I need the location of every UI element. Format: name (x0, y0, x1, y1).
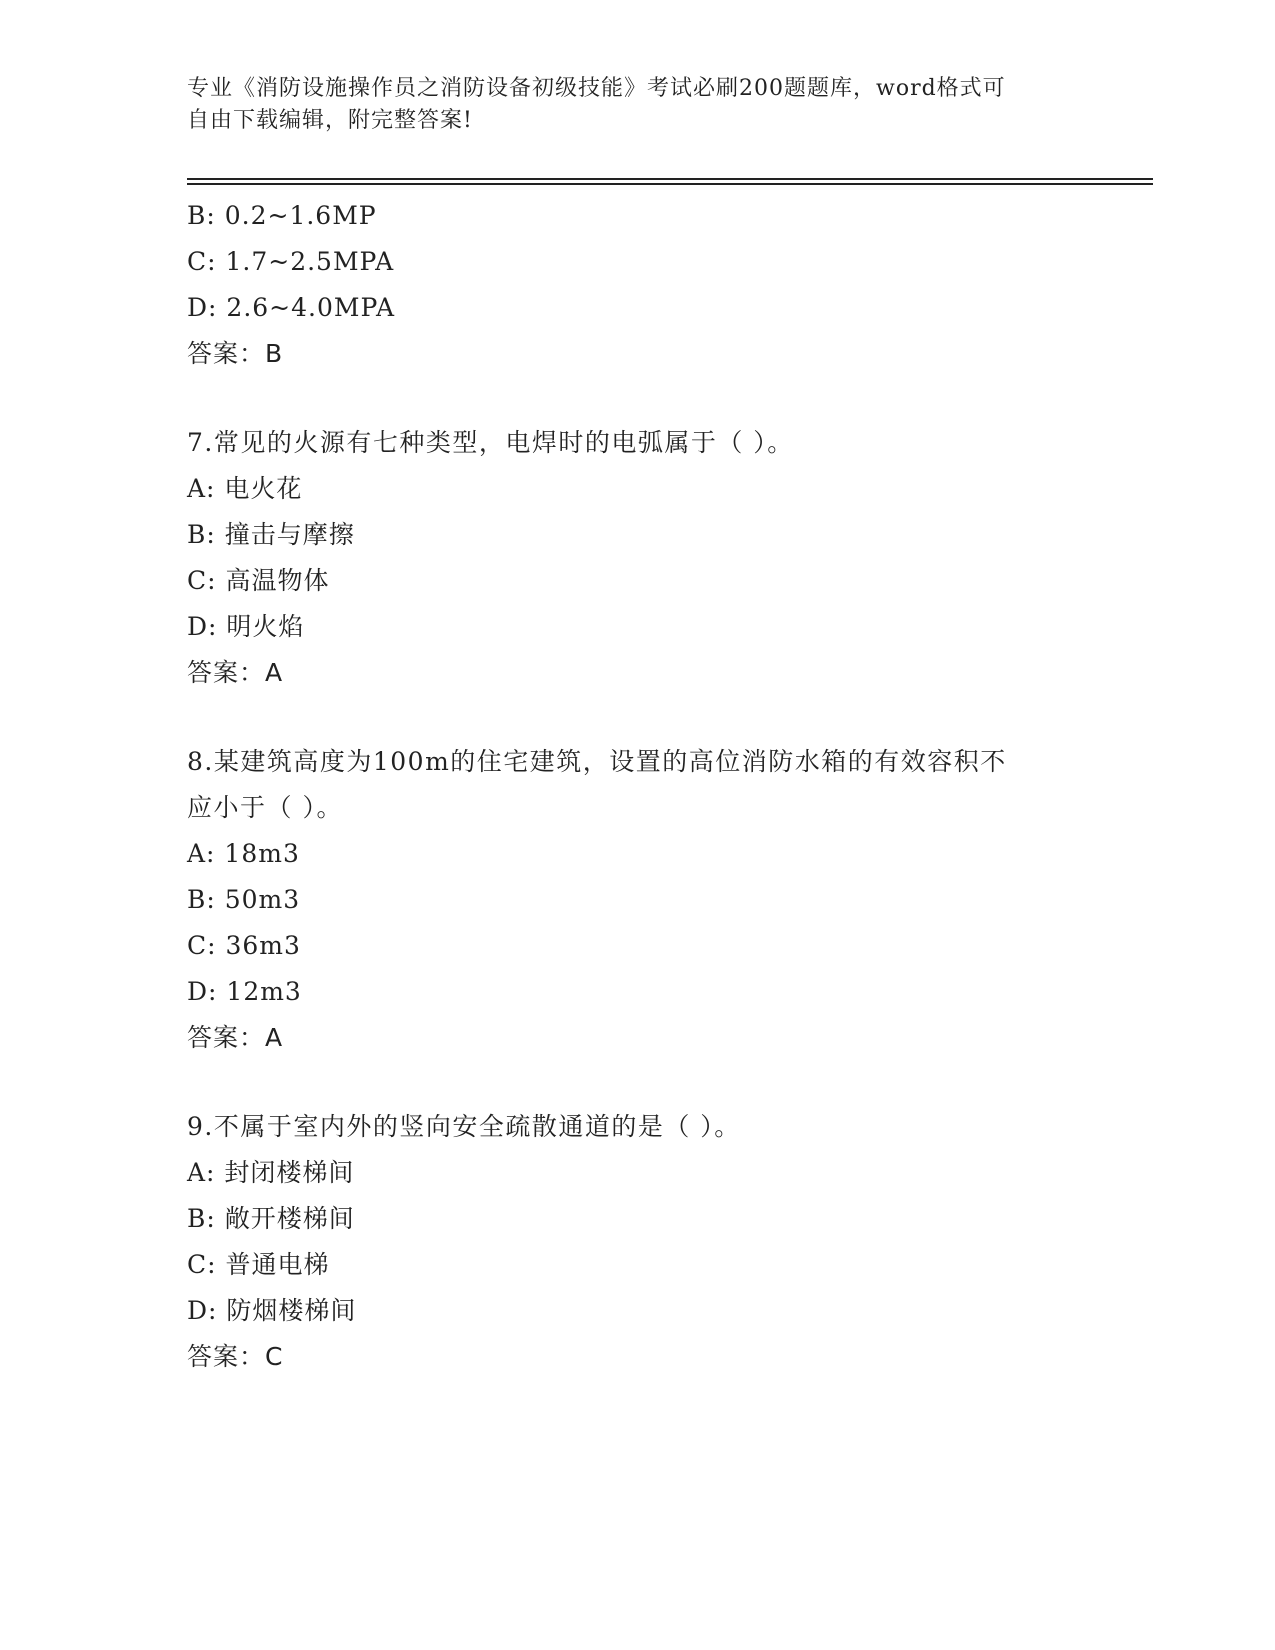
option-a: A: 电火花 (187, 474, 303, 503)
option-c: C: 36m3 (187, 931, 301, 960)
answer: 答案：C (187, 1342, 284, 1371)
option-d: D: 明火焰 (187, 612, 305, 641)
answer: 答案：A (187, 1023, 284, 1052)
option-d: D: 12m3 (187, 977, 302, 1006)
document-body (187, 193, 1087, 1380)
header-line-2: 自由下载编辑，附完整答案! (187, 108, 473, 133)
spacer (187, 696, 1087, 739)
option-b: B: 撞击与摩擦 (187, 520, 355, 549)
question-text: 9.不属于室内外的竖向安全疏散通道的是（ ）。 (187, 1112, 741, 1141)
question-text: 7.常见的火源有七种类型，电焊时的电弧属于（ ）。 (187, 428, 794, 457)
question-block-9 (187, 1104, 1087, 1380)
answer: 答案：A (187, 658, 284, 687)
option-c: C: 高温物体 (187, 566, 330, 595)
option-c: C: 1.7~2.5MPA (187, 247, 395, 276)
option-b: B: 敞开楼梯间 (187, 1204, 355, 1233)
question-block-prev (187, 193, 1087, 377)
option-a: A: 封闭楼梯间 (187, 1158, 355, 1187)
spacer (187, 1061, 1087, 1104)
header-line-1: 专业《消防设施操作员之消防设备初级技能》考试必刷200题题库，word格式可 (187, 76, 1006, 101)
document-header (187, 73, 1067, 137)
option-d: D: 防烟楼梯间 (187, 1296, 357, 1325)
header-divider-bottom (187, 183, 1153, 185)
question-block-7 (187, 420, 1087, 696)
header-divider-top (187, 178, 1153, 180)
spacer (187, 377, 1087, 420)
option-d: D: 2.6~4.0MPA (187, 293, 396, 322)
option-b: B: 0.2~1.6MP (187, 201, 377, 230)
option-a: A: 18m3 (187, 839, 300, 868)
option-b: B: 50m3 (187, 885, 301, 914)
option-c: C: 普通电梯 (187, 1250, 330, 1279)
question-text-line-1: 8.某建筑高度为100m的住宅建筑，设置的高位消防水箱的有效容积不 (187, 747, 1007, 776)
answer: 答案：B (187, 339, 284, 368)
question-block-8 (187, 739, 1087, 1061)
question-text-line-2: 应小于（ ）。 (187, 793, 343, 822)
